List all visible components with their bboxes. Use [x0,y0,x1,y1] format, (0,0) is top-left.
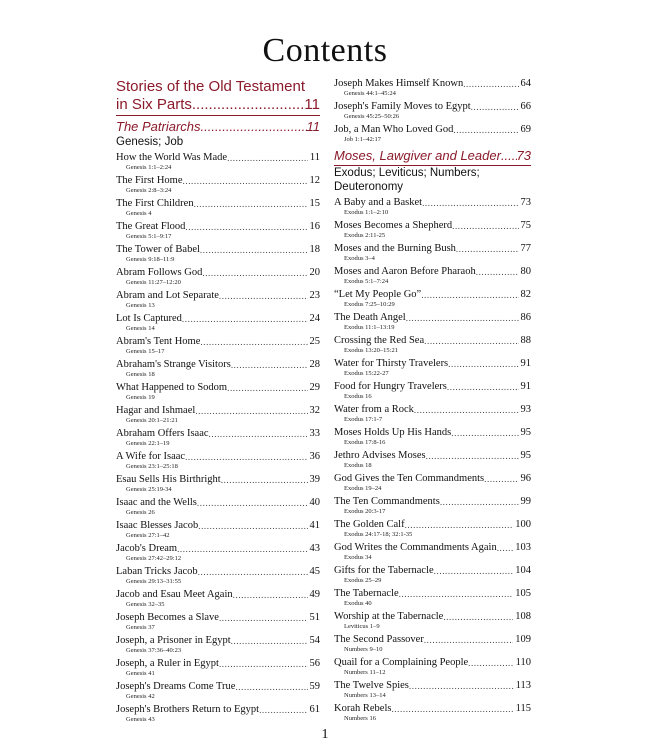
section-heading-page: 11 [306,119,320,134]
entry-scripture-ref: Genesis 13 [126,302,155,309]
toc-entry[interactable] [116,313,320,333]
leader-dots [501,148,517,164]
entry-page: 108 [515,610,531,622]
entry-page: 61 [309,704,320,715]
leader-dots [409,680,514,692]
leader-dots [219,658,308,670]
toc-entry[interactable] [334,450,531,470]
entry-page: 80 [520,265,531,277]
toc-entry[interactable] [334,473,531,493]
left-column [116,78,320,727]
toc-entry[interactable] [334,312,531,332]
entry-page: 49 [309,589,320,600]
entry-title: The Twelve Spies [334,679,409,691]
entry-title: Water for Thirsty Travelers [334,357,449,369]
toc-list [334,78,531,144]
entry-scripture-ref: Genesis 20:1–21:21 [126,417,178,424]
entry-scripture-ref: Genesis 9:18–11:9 [126,256,175,263]
leader-dots [406,312,519,324]
entry-title: “Let My People Go” [334,288,422,300]
part-heading[interactable] [116,78,320,116]
leader-dots [452,220,518,232]
entry-page: 23 [309,290,320,301]
leader-dots [183,175,308,187]
entry-page: 16 [309,221,320,232]
entry-page: 64 [520,78,531,89]
leader-dots [227,152,308,164]
entry-title: Moses and the Burning Bush [334,242,456,254]
entry-title: A Baby and a Basket [334,196,423,208]
leader-dots [209,428,308,440]
entry-title: Joseph Becomes a Slave [116,612,219,623]
entry-page: 33 [309,428,320,439]
entry-title: The Tower of Babel [116,244,200,255]
entry-scripture-ref: Exodus 34 [344,553,372,561]
entry-title: Crossing the Red Sea [334,334,425,346]
entry-scripture-ref: Exodus 13:20–15:21 [344,346,398,354]
leader-dots [219,612,308,624]
entry-scripture-ref: Genesis 15–17 [126,348,165,355]
entry-scripture-ref: Exodus 7:25–10:29 [344,300,395,308]
toc-entry[interactable] [334,404,531,424]
entry-scripture-ref: Genesis 2:8–3:24 [126,187,172,194]
toc-entry[interactable] [334,427,531,447]
entry-title: Water from a Rock [334,403,414,415]
entry-title: The Tabernacle [334,587,399,599]
leader-dots [182,313,308,325]
section-heading-moses[interactable] [334,148,531,166]
entry-scripture-ref: Exodus 3–4 [344,254,375,262]
toc-entry[interactable] [116,543,320,563]
toc-entry[interactable] [116,658,320,678]
leader-dots [448,358,518,370]
entry-page: 66 [520,101,531,112]
entry-page: 29 [309,382,320,393]
leader-dots [434,565,514,577]
entry-scripture-ref: Exodus 1:1–2:10 [344,208,389,216]
entry-page: 104 [515,564,531,576]
leader-dots [197,497,308,509]
leader-dots [233,589,308,601]
leader-dots [227,382,307,394]
entry-scripture-ref: Genesis 4 [126,210,152,217]
toc-entry[interactable] [116,612,320,632]
toc-entry[interactable] [116,175,320,195]
entry-scripture-ref: Numbers 9–10 [344,645,383,653]
leader-dots [476,266,519,278]
entry-title: The Great Flood [116,221,186,232]
leader-dots [177,543,307,555]
toc-entry[interactable] [116,290,320,310]
entry-page: 24 [309,313,320,324]
leader-dots [484,473,518,485]
leader-dots [422,197,518,209]
leader-dots [463,78,518,90]
entry-page: 110 [515,656,531,668]
toc-entry[interactable] [116,267,320,287]
toc-entry[interactable] [334,289,531,309]
toc-entry[interactable] [334,657,531,677]
entry-page: 51 [309,612,320,623]
entry-scripture-ref: Genesis 19 [126,394,155,401]
entry-title: Worship at the Tabernacle [334,610,444,622]
leader-dots [219,290,308,302]
section-heading-page: 73 [516,147,531,163]
entry-scripture-ref: Genesis 45:25–50:26 [344,113,400,120]
toc-entry[interactable] [334,197,531,217]
toc-entry[interactable] [334,565,531,585]
toc-entry[interactable] [334,78,531,98]
leader-dots [497,542,514,554]
leader-dots [200,336,307,348]
leader-dots [194,198,308,210]
entry-scripture-ref: Exodus 11:1–13:19 [344,323,395,331]
leader-dots [456,243,519,255]
leader-dots [391,703,513,715]
entry-title: How the World Was Made [116,152,228,163]
entry-page: 100 [515,518,531,530]
toc-entry[interactable] [116,336,320,356]
entry-title: Moses and Aaron Before Pharaoh [334,265,476,277]
entry-title: Abraham Offers Isaac [116,428,209,439]
entry-title: The Ten Commandments [334,495,440,507]
entry-page: 15 [309,198,320,209]
leader-dots [414,404,519,416]
entry-scripture-ref: Exodus 17:8-16 [344,438,386,446]
leader-dots [421,289,518,301]
section-heading-label: The Patriarchs [116,119,201,134]
entry-scripture-ref: Genesis 27:42–29:12 [126,555,182,562]
part-heading-line2: in Six Parts [116,96,192,113]
entry-scripture-ref: Exodus 20:3-17 [344,507,386,515]
leader-dots [447,381,519,393]
toc-entry[interactable] [116,221,320,241]
page-number: 1 [321,727,329,742]
entry-scripture-ref: Exodus 5:1–7:24 [344,277,389,285]
entry-scripture-ref: Genesis 37:36–40:23 [126,647,182,654]
toc-entry[interactable] [334,124,531,144]
section-heading-label: Moses, Lawgiver and Leader [334,147,501,163]
entry-page: 91 [520,357,531,369]
page-title: Contents [262,32,388,69]
entry-scripture-ref: Genesis 18 [126,371,155,378]
entry-title: Isaac Blesses Jacob [116,520,199,531]
entry-title: Moses Becomes a Shepherd [334,219,453,231]
entry-title: Job, a Man Who Loved God [334,124,454,135]
entry-title: Isaac and the Wells [116,497,197,508]
leader-dots [468,657,513,669]
leader-dots [221,474,308,486]
entry-scripture-ref: Genesis 27:1–42 [126,532,170,539]
entry-page: 88 [520,334,531,346]
entry-scripture-ref: Exodus 2:11-25 [344,231,386,239]
entry-title: God Gives the Ten Commandments [334,472,485,484]
entry-title: Joseph Makes Himself Known [334,78,464,89]
entry-title: Korah Rebels [334,702,392,714]
leader-dots [453,124,518,136]
entry-scripture-ref: Genesis 11:27–12:20 [126,279,181,286]
entry-title: Jethro Advises Moses [334,449,426,461]
entry-title: Hagar and Ishmael [116,405,196,416]
leader-dots [424,335,518,347]
entry-page: 77 [520,242,531,254]
entry-title: Moses Holds Up His Hands [334,426,452,438]
entry-title: Food for Hungry Travelers [334,380,447,392]
entry-page: 109 [515,633,531,645]
entry-scripture-ref: Genesis 1:1–2:24 [126,164,172,171]
leader-dots [451,427,518,439]
entry-title: Laban Tricks Jacob [116,566,198,577]
entry-title: What Happened to Sodom [116,382,228,393]
toc-entry[interactable] [116,681,320,701]
entry-scripture-ref: Numbers 16 [344,714,376,722]
entry-page: 86 [520,311,531,323]
toc-entry[interactable] [334,243,531,263]
leader-dots [198,520,307,532]
entry-title: The Golden Calf [334,518,405,530]
entry-page: 91 [520,380,531,392]
leader-dots [443,611,513,623]
toc-entry[interactable] [116,152,320,172]
entry-scripture-ref: Numbers 13–14 [344,691,386,699]
entry-scripture-ref: Genesis 23:1–25:18 [126,463,178,470]
toc-entry[interactable] [116,497,320,517]
toc-entry[interactable] [116,198,320,218]
entry-title: Abram Follows God [116,267,203,278]
entry-page: 59 [309,681,320,692]
entry-page: 95 [520,426,531,438]
part-heading-page: 11 [304,96,320,113]
section-books: Exodus; Leviticus; Numbers; Deuteronomy [334,166,480,193]
toc-entry[interactable] [334,588,531,608]
toc-entry[interactable] [334,542,531,562]
section-heading-patriarchs[interactable] [116,119,320,135]
entry-page: 105 [515,587,531,599]
entry-page: 39 [309,474,320,485]
entry-title: Joseph, a Ruler in Egypt [116,658,219,669]
entry-title: Abraham's Strange Visitors [116,359,231,370]
leader-dots [202,267,307,279]
toc-entry[interactable] [116,704,320,724]
entry-title: Joseph's Family Moves to Egypt [334,101,471,112]
entry-page: 54 [309,635,320,646]
entry-page: 12 [309,175,320,186]
leader-dots [201,119,307,135]
entry-scripture-ref: Genesis 37 [126,624,155,631]
entry-scripture-ref: Leviticus 1–9 [344,622,380,630]
entry-page: 18 [309,244,320,255]
section-books: Genesis; Job [116,136,184,148]
toc-entry[interactable] [116,635,320,655]
entry-page: 99 [520,495,531,507]
entry-title: Esau Sells His Birthright [116,474,221,485]
toc-entry[interactable] [116,474,320,494]
leader-dots [198,566,308,578]
leader-dots [231,635,308,647]
leader-dots [259,704,307,716]
leader-dots [235,681,307,693]
toc-entry[interactable] [334,381,531,401]
entry-scripture-ref: Genesis 44:1–45:24 [344,90,396,97]
entry-title: Joseph, a Prisoner in Egypt [116,635,231,646]
toc-entry[interactable] [116,428,320,448]
leader-dots [200,244,308,256]
entry-title: Abram and Lot Separate [116,290,219,301]
entry-scripture-ref: Numbers 11–12 [344,668,386,676]
entry-title: The Second Passover [334,633,424,645]
entry-scripture-ref: Exodus 18 [344,461,372,469]
entry-page: 115 [515,702,531,714]
entry-title: Quail for a Complaining People [334,656,469,668]
leader-dots [195,405,307,417]
entry-page: 41 [309,520,320,531]
toc-entry[interactable] [116,382,320,402]
toc-entry[interactable] [116,566,320,586]
leader-dots [405,519,514,531]
entry-scripture-ref: Exodus 16 [344,392,372,400]
toc-entry[interactable] [116,405,320,425]
entry-title: Gifts for the Tabernacle [334,564,434,576]
entry-page: 93 [520,403,531,415]
entry-scripture-ref: Exodus 24:17-18; 32:1-35 [344,530,413,538]
toc-entry[interactable] [334,335,531,355]
entry-title: The First Home [116,175,183,186]
toc-entry[interactable] [116,589,320,609]
entry-title: The Death Angel [334,311,406,323]
entry-page: 32 [309,405,320,416]
toc-entry[interactable] [116,451,320,471]
entry-title: Joseph's Dreams Come True [116,681,236,692]
leader-dots [440,496,519,508]
entry-scripture-ref: Genesis 29:13–31:55 [126,578,182,585]
toc-entry[interactable] [334,519,531,539]
entry-page: 103 [515,541,531,553]
entry-page: 28 [309,359,320,370]
toc-entry[interactable] [116,520,320,540]
entry-scripture-ref: Exodus 17:1-7 [344,415,383,423]
entry-page: 75 [520,219,531,231]
entry-scripture-ref: Exodus 25–29 [344,576,382,584]
entry-page: 36 [309,451,320,462]
entry-page: 95 [520,449,531,461]
leader-dots [185,221,307,233]
entry-title: Jacob and Esau Meet Again [116,589,233,600]
entry-scripture-ref: Exodus 15:22-27 [344,369,389,377]
toc-list [334,197,531,723]
entry-page: 20 [309,267,320,278]
leader-dots [231,359,308,371]
part-heading-line1: Stories of the Old Testament [116,78,305,95]
entry-scripture-ref: Genesis 26 [126,509,155,516]
toc-entry[interactable] [334,220,531,240]
entry-title: God Writes the Commandments Again [334,541,497,553]
entry-page: 40 [309,497,320,508]
toc-entry[interactable] [334,496,531,516]
leader-dots [471,101,519,113]
entry-page: 11 [309,152,320,163]
entry-page: 45 [309,566,320,577]
right-column [334,78,531,726]
toc-entry[interactable] [334,703,531,723]
entry-page: 43 [309,543,320,554]
leader-dots [185,451,307,463]
entry-scripture-ref: Genesis 41 [126,670,155,677]
entry-scripture-ref: Genesis 5:1–9:17 [126,233,172,240]
entry-title: Lot Is Captured [116,313,182,324]
toc-entry[interactable] [334,266,531,286]
toc-entry[interactable] [116,244,320,264]
toc-entry[interactable] [334,634,531,654]
entry-scripture-ref: Exodus 19–24 [344,484,382,492]
entry-scripture-ref: Exodus 40 [344,599,372,607]
entry-scripture-ref: Genesis 22:1–19 [126,440,170,447]
entry-page: 56 [309,658,320,669]
toc-entry[interactable] [334,680,531,700]
entry-page: 69 [520,124,531,135]
entry-title: Jacob's Dream [116,543,178,554]
leader-dots [426,450,519,462]
entry-page: 82 [520,288,531,300]
toc-entry[interactable] [116,359,320,379]
toc-entry[interactable] [334,611,531,631]
entry-title: A Wife for Isaac [116,451,186,462]
entry-page: 25 [309,336,320,347]
entry-scripture-ref: Genesis 42 [126,693,155,700]
entry-scripture-ref: Genesis 32–35 [126,601,165,608]
leader-dots [399,588,514,600]
entry-page: 96 [520,472,531,484]
toc-entry[interactable] [334,101,531,121]
leader-dots [424,634,513,646]
leader-dots [192,96,305,114]
entry-title: Joseph's Brothers Return to Egypt [116,704,260,715]
entry-scripture-ref: Job 1:1–42:17 [344,136,382,143]
toc-entry[interactable] [334,358,531,378]
entry-title: Abram's Tent Home [116,336,201,347]
entry-page: 73 [520,196,531,208]
entry-scripture-ref: Genesis 25:19-34 [126,486,172,493]
entry-scripture-ref: Genesis 14 [126,325,155,332]
toc-list [116,152,320,724]
entry-page: 113 [515,679,531,691]
entry-title: The First Children [116,198,194,209]
entry-scripture-ref: Genesis 43 [126,716,155,723]
